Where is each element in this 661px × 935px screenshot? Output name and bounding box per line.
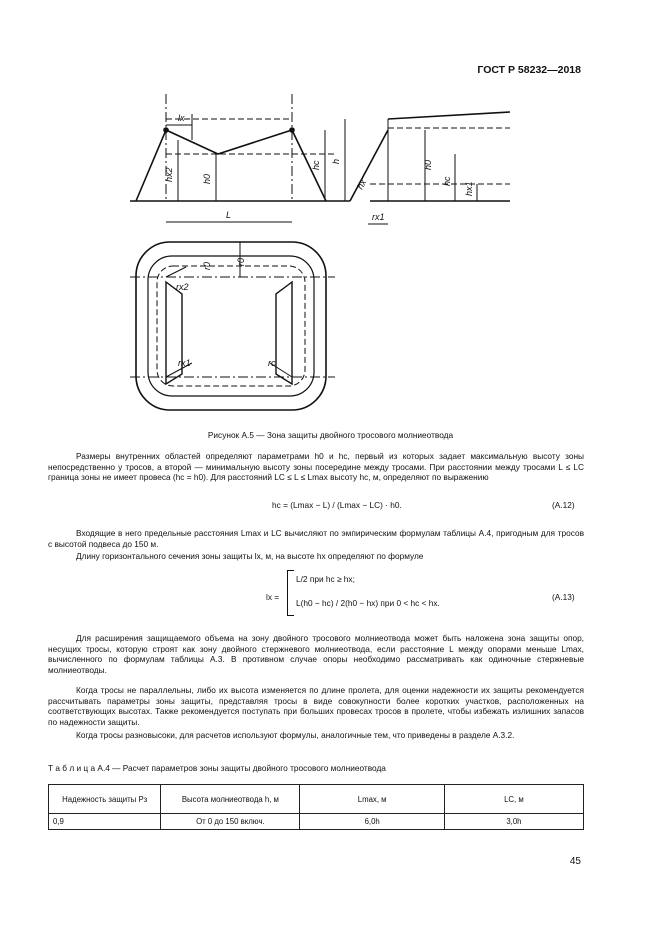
header-height: Высота молниеотвода h, м [161,785,300,814]
label-rc: rc [268,358,276,368]
table-header-row [49,785,584,814]
label-rx1-right: rx1 [372,212,385,222]
equation-a13-brace [287,570,294,616]
equation-a13-lhs: lx = [266,592,280,602]
cell-lc: 3,0h [444,814,583,830]
label-hx1: hx1 [464,181,474,196]
paragraph-5: Когда тросы не параллельны, либо их высота изменяется по длине пролета, для оценки надежности их защиты рекомендуется рассчитывать параметры зоны защиты, представляя тросы в виде совокупности более коротких участков, расположенных на соответствующих высотах. Также рекомендуется поступать при больших провесах тросов в пролете, чтобы избежать излишних запасов по надежности защиты. [48,685,584,727]
zone-top-right [388,112,510,119]
inner-left-region [166,282,182,384]
header-reliability: Надежность защиты Рз [49,785,161,814]
rc-radius [270,363,292,377]
table-title: Т а б л и ц а А.4 — Расчет параметров зоны защиты двойного тросового молниеотвода [48,763,386,773]
label-h0: h0 [202,173,212,184]
r0-radius [166,267,186,277]
cable-right [290,128,295,133]
header-lc: LC, м [444,785,583,814]
paragraph-4: Для расширения защищаемого объема на зону двойного тросового молниеотвода может быть наложена зона защиты опор, несущих тросы, которую строят как зону двойного стержневого молниеотвода, если расстояние L между опорами меньше Lmax, вычисленного по формулам таблицы А.3. В противном случае опоры необходимо рассматривать как одиночные стержневые молниеотводы. [48,633,584,675]
label-h: h [331,158,341,164]
cable-left [164,128,169,133]
paragraph-2: Входящие в него предельные расстояния Lmax и LC вычисляют по эмпирическим формулам таблицы А.4, пригодным для тросов с высотой подвеса до 150 м. [48,528,584,549]
label-hc: hc [311,160,321,170]
zone-slope-right [350,130,388,201]
label-hx2: hx2 [164,167,174,182]
paragraph-1: Размеры внутренних областей определяют параметрами h0 и hc, первый из которых задает максимальную высоту зоны непосредственно у тросов, а второй — минимальную высоту зоны посередине между тросами. При расстоянии между тросами L ≤ LC граница зоны не имеет провеса (hc = h0). Для расстояний LC ≤ L ≤ Lmax высоту hc, м, определяют по выражению [48,451,584,483]
label-L: L [226,210,232,220]
label-hc-right: hc [442,176,452,186]
label-r0-top: r0 [202,261,212,270]
equation-a12-number: (А.12) [552,500,575,510]
standard-number: ГОСТ Р 58232—2018 [477,64,581,76]
label-r0: r0 [236,257,246,266]
zone-plan-outer [136,242,326,410]
page-number: 45 [569,856,581,867]
equation-a13-case2: L(h0 − hc) / 2(h0 − hx) при 0 < hc < hx. [296,598,440,608]
label-rx2: rx2 [176,282,189,292]
equation-a12: hc = (Lmax − L) / (Lmax − LC) · h0. [272,500,402,510]
figure-caption: Рисунок А.5 — Зона защиты двойного тросового молниеотвода [207,430,454,440]
equation-a13-case1: L/2 при hc ≥ hx; [296,574,355,584]
cell-reliability: 0,9 [49,814,161,830]
label-hx-slope: hx [354,177,369,191]
header-lmax: Lmax, м [300,785,444,814]
cell-lmax: 6,0h [300,814,444,830]
cell-height: От 0 до 150 включ. [161,814,300,830]
table-a4 [48,784,584,830]
label-lx: lx [178,113,185,123]
table-row [49,814,584,830]
zone-outline-top [136,130,326,201]
label-h0-right: h0 [423,159,433,170]
label-rx1: rx1 [178,358,191,368]
paragraph-3: Длину горизонтального сечения зоны защиты lx, м, на высоте hx определяют по формуле [76,551,424,561]
figure-a5-diagram [120,84,540,429]
paragraph-6: Когда тросы разновысоки, для расчетов используют формулы, аналогичные тем, что приведены в разделе А.3.2. [76,730,515,740]
equation-a13-number: (А.13) [552,592,575,602]
